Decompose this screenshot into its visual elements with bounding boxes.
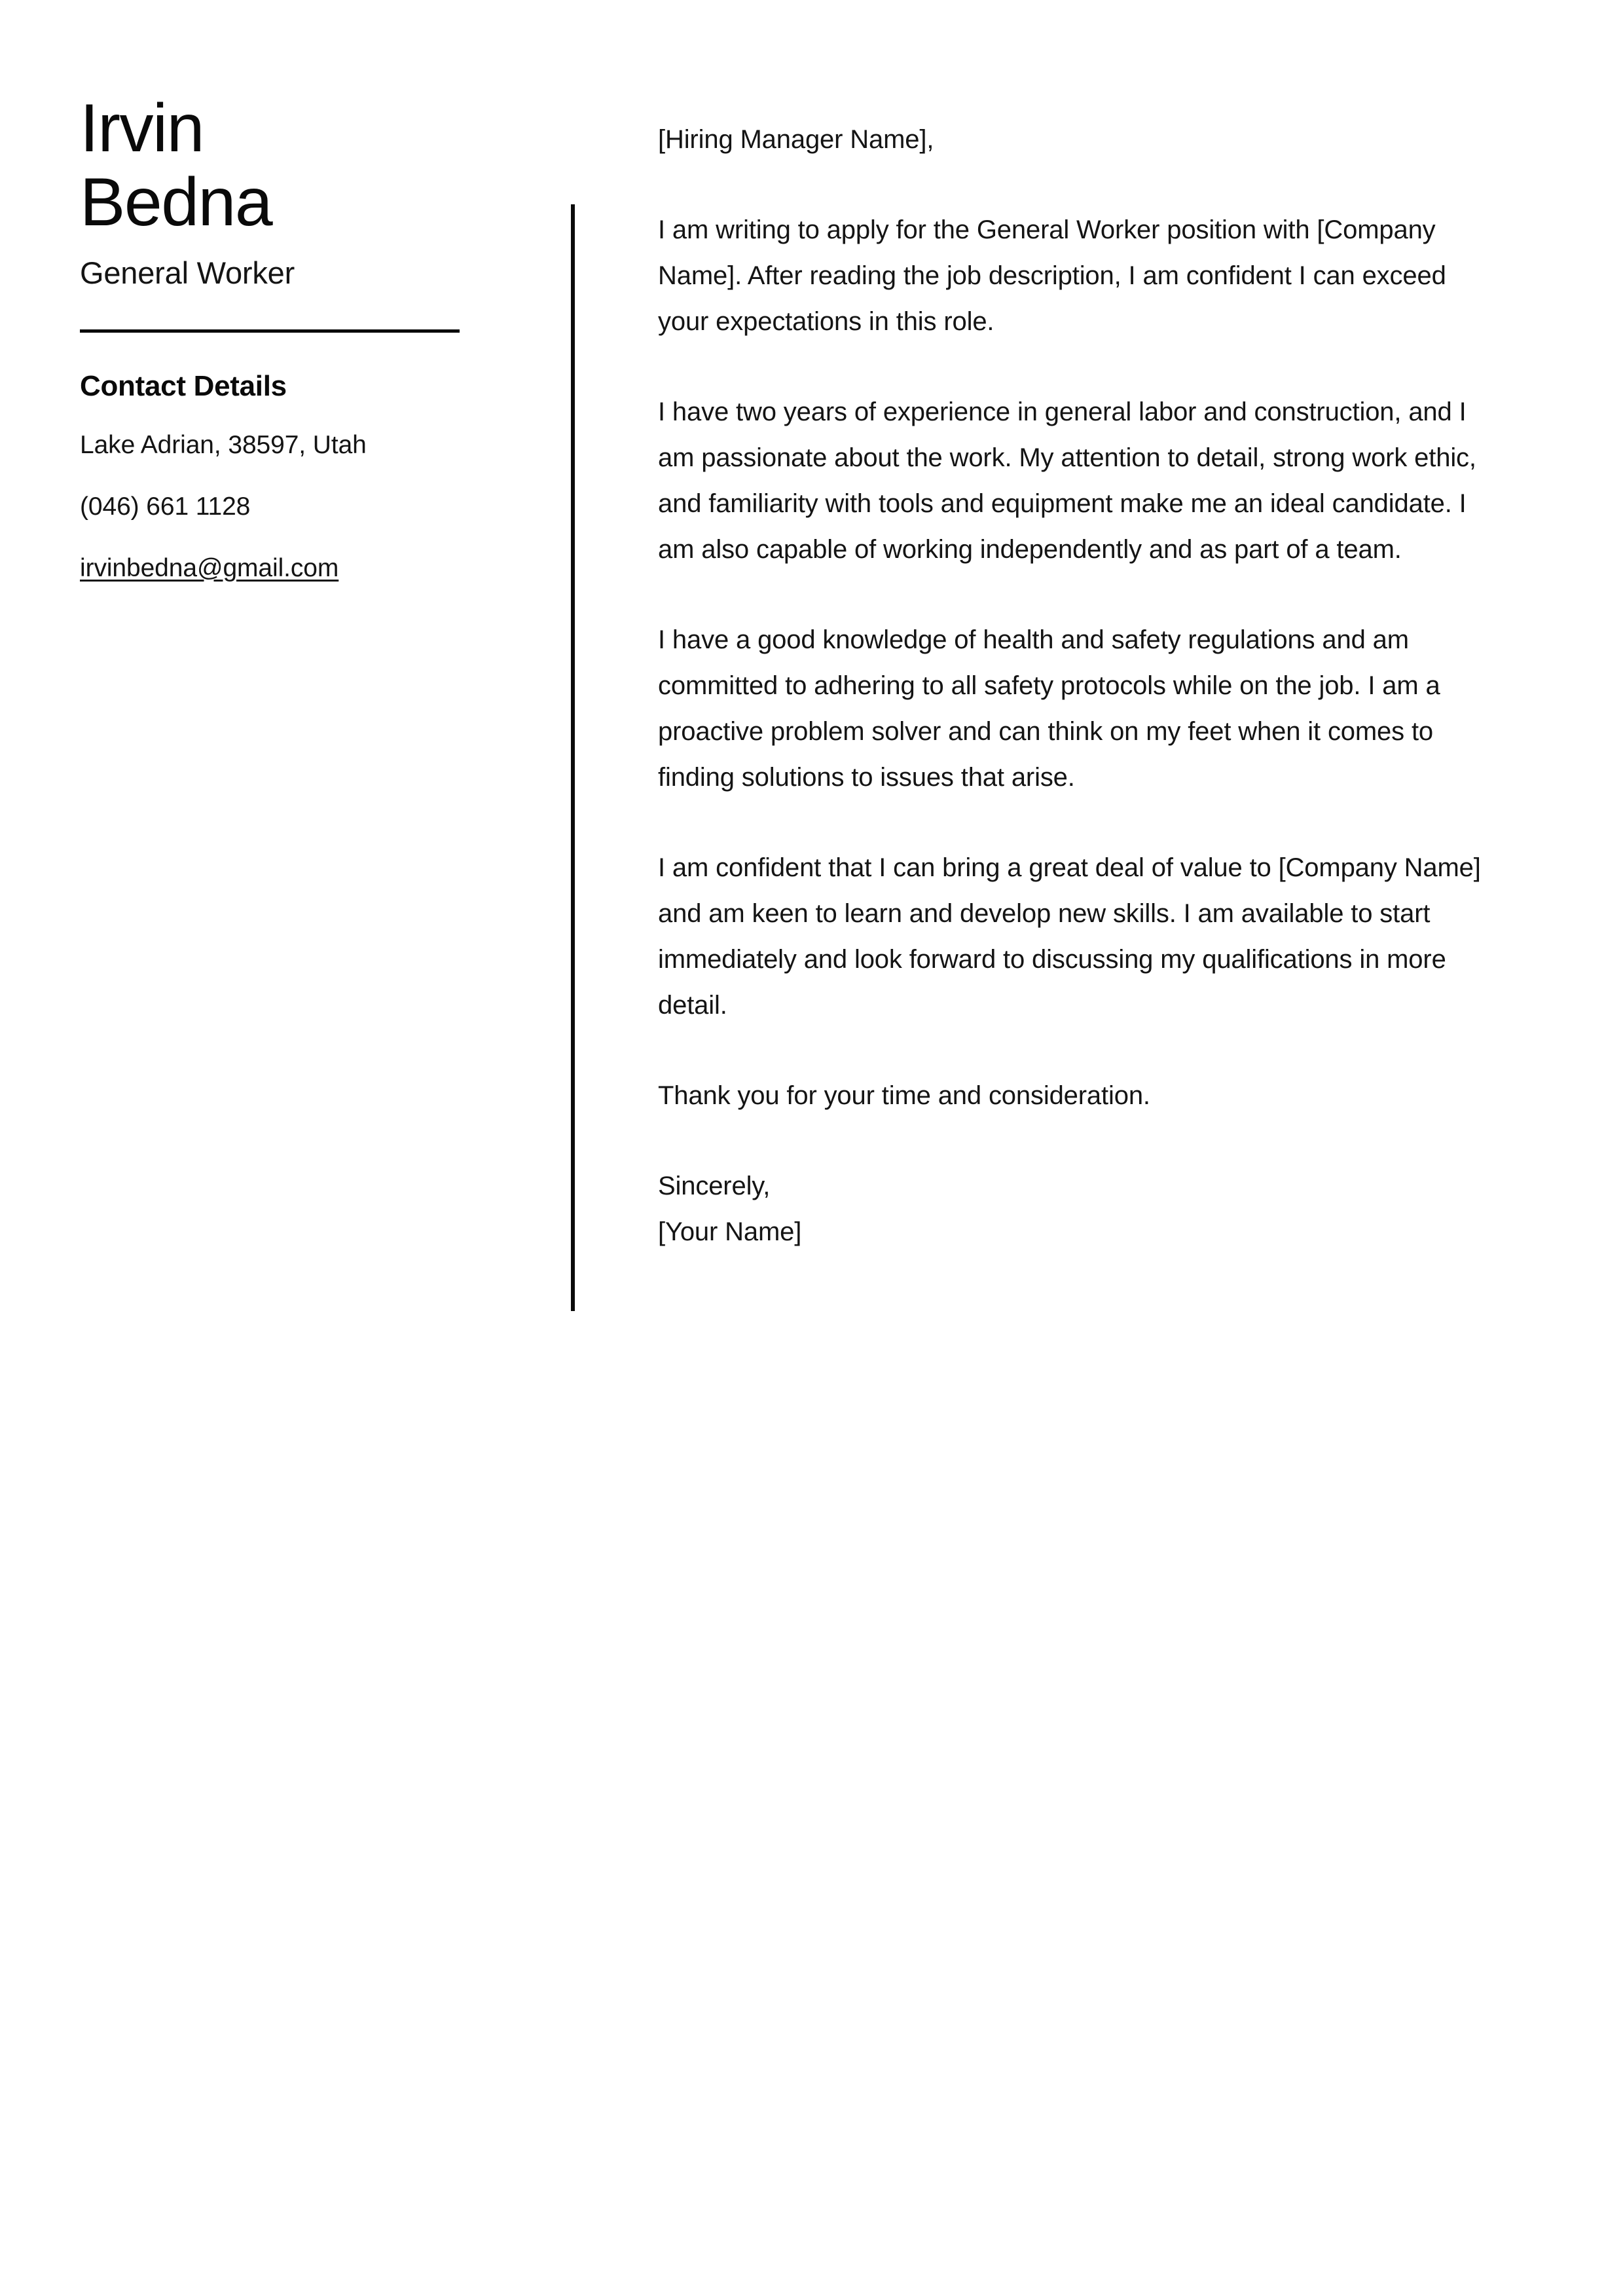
column-divider <box>571 204 575 1311</box>
letter-paragraph-3: I have a good knowledge of health and safety regulations and am committed to adhering to all safety protocols while on the job. I am a proactive problem solver and can think on my feet when it comes to finding solutions to issues that arise. <box>658 625 1440 792</box>
first-name: Irvin <box>80 90 204 166</box>
letter-paragraph-1: I am writing to apply for the General Worker position with [Company Name]. After reading the job description, I am confident I can exceed your expectations in this role. <box>658 215 1446 336</box>
header-divider-rule <box>80 329 460 333</box>
contact-email-link[interactable]: irvinbedna@gmail.com <box>80 553 339 582</box>
contact-address: Lake Adrian, 38597, Utah <box>80 430 367 459</box>
sidebar <box>80 92 505 614</box>
letter-signoff <box>658 1163 1503 1255</box>
last-name: Bedna <box>80 164 272 241</box>
letter-paragraph-2: I have two years of experience in general labor and construction, and I am passionate about the work. My attention to detail, strong work ethic, and familiarity with tools and equipment make me an ideal candidate. I am also capable of working independently and as part of a team. <box>658 398 1476 564</box>
letter-paragraph-4: I am confident that I can bring a great deal of value to [Company Name] and am keen to learn and develop new skills. I am available to start immediately and look forward to discussing my qualifications in more detail. <box>658 853 1481 1020</box>
job-title: General Worker <box>80 255 295 290</box>
contact-details-heading: Contact Details <box>80 370 287 403</box>
letter-closing: Sincerely, <box>658 1172 771 1200</box>
letter-signature: [Your Name] <box>658 1217 802 1246</box>
letter-thanks: Thank you for your time and consideration. <box>658 1081 1150 1110</box>
contact-list <box>80 430 505 583</box>
letter-salutation: [Hiring Manager Name], <box>658 125 934 154</box>
letter-body <box>658 117 1503 1255</box>
candidate-name <box>80 92 505 240</box>
contact-phone: (046) 661 1128 <box>80 492 251 521</box>
